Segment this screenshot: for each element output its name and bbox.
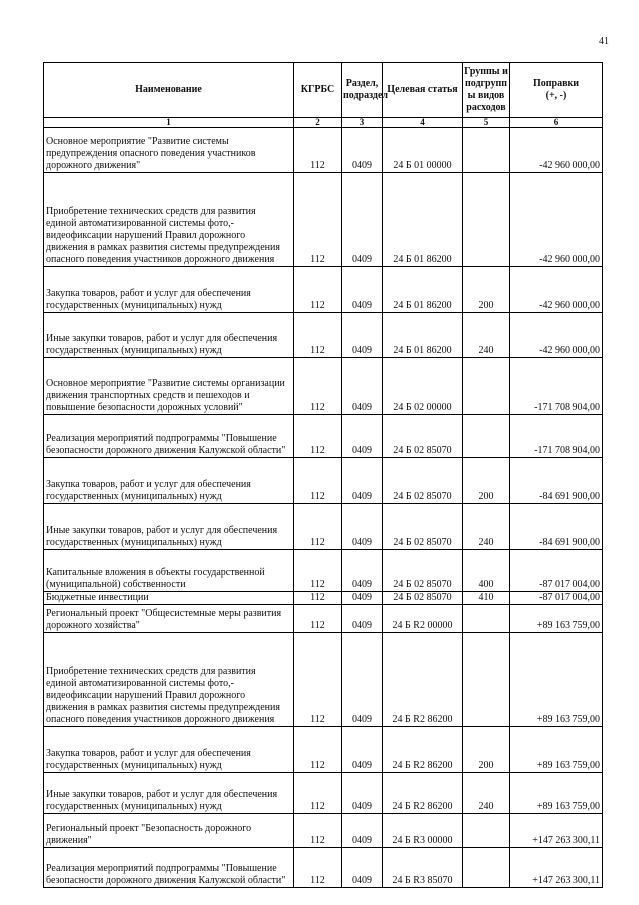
row-name-line: Региональный проект "Безопасность дорожного [46,823,252,834]
header-amendments [510,63,603,118]
row-name-line: Реализация мероприятий подпрограммы "Повышение [46,863,277,874]
row-name-line: Основное мероприятие "Развитие системы организации [46,378,285,389]
row-group [463,848,510,888]
header-groups [463,63,510,118]
row-name [44,550,294,592]
row-target: 24 Б R2 86200 [383,633,463,727]
row-section: 0409 [342,633,383,727]
row-section: 0409 [342,550,383,592]
row-name [44,773,294,814]
row-amount: -171 708 904,00 [510,415,603,458]
table-row [44,458,603,504]
row-name-line: Реализация мероприятий подпрограммы "Повышение [46,433,277,444]
row-target: 24 Б R2 86200 [383,727,463,773]
row-group: 410 [463,592,510,605]
row-name-line: государственных (муниципальных) нужд [46,537,222,548]
header-groups-line: Группы и [464,66,508,77]
row-section: 0409 [342,267,383,313]
row-kgrbs: 112 [294,504,342,550]
header-kgrbs: КГРБС [294,63,342,118]
row-name-line: дорожного хозяйства" [46,620,140,631]
row-target: 24 Б 01 86200 [383,267,463,313]
row-group: 240 [463,313,510,358]
row-name-line: видеофиксации нарушений Правил дорожного [46,690,246,701]
row-amount: -171 708 904,00 [510,358,603,415]
row-name-line: (муниципальной) собственности [46,579,186,590]
row-group [463,415,510,458]
row-name-line: предупреждения опасного поведения участников [46,148,256,159]
row-name-line: Бюджетные инвестиции [46,592,149,603]
header-groups-line: ы видов [467,90,505,101]
row-target: 24 Б 01 86200 [383,173,463,267]
row-group [463,814,510,848]
row-target: 24 Б R2 86200 [383,773,463,814]
header-target: Целевая статья [383,63,463,118]
row-kgrbs: 112 [294,633,342,727]
row-name-line: движения в рамках развития системы предупреждения [46,242,280,253]
row-name-line: Основное мероприятие "Развитие системы [46,136,229,147]
row-section: 0409 [342,415,383,458]
row-name-line: единой автоматизированной системы фото,- [46,218,234,229]
row-section: 0409 [342,358,383,415]
row-kgrbs: 112 [294,415,342,458]
table-row [44,592,603,605]
table-row [44,128,603,173]
table-row [44,504,603,550]
row-name [44,605,294,633]
table-row [44,773,603,814]
row-section: 0409 [342,128,383,173]
row-name-line: Приобретение технических средств для развития [46,666,256,677]
row-name-line: Закупка товаров, работ и услуг для обеспечения [46,479,251,490]
row-name [44,504,294,550]
row-group [463,633,510,727]
row-target: 24 Б 02 00000 [383,358,463,415]
row-kgrbs: 112 [294,605,342,633]
row-section: 0409 [342,727,383,773]
row-amount: -42 960 000,00 [510,313,603,358]
row-name-line: Иные закупки товаров, работ и услуг для обеспечения [46,333,278,344]
row-name-line: Приобретение технических средств для развития [46,206,256,217]
row-amount: -84 691 900,00 [510,458,603,504]
row-name-line: видеофиксации нарушений Правил дорожного [46,230,246,241]
row-name-line: Закупка товаров, работ и услуг для обеспечения [46,748,251,759]
row-amount: -42 960 000,00 [510,267,603,313]
table-row [44,848,603,888]
row-group [463,128,510,173]
row-amount: +89 163 759,00 [510,633,603,727]
row-name-line: повышение безопасности дорожных условий" [46,402,243,413]
header-groups-line: расходов [466,102,506,113]
table-row [44,358,603,415]
row-group [463,173,510,267]
table-row [44,267,603,313]
row-kgrbs: 112 [294,550,342,592]
row-amount: -87 017 004,00 [510,550,603,592]
row-name-line: безопасности дорожного движения Калужской области" [46,445,286,456]
row-group: 240 [463,504,510,550]
row-target: 24 Б 02 85070 [383,415,463,458]
column-number: 2 [294,118,342,128]
table-row [44,605,603,633]
row-target: 24 Б 02 85070 [383,592,463,605]
row-section: 0409 [342,848,383,888]
row-kgrbs: 112 [294,814,342,848]
row-section: 0409 [342,458,383,504]
row-name [44,173,294,267]
budget-amendments-table [43,62,603,888]
row-kgrbs: 112 [294,727,342,773]
row-kgrbs: 112 [294,267,342,313]
header-groups-line: подгрупп [464,78,508,89]
row-name-line: Иные закупки товаров, работ и услуг для обеспечения [46,525,278,536]
row-amount: -42 960 000,00 [510,173,603,267]
row-target: 24 Б R3 85070 [383,848,463,888]
row-name [44,848,294,888]
row-name [44,267,294,313]
row-name [44,358,294,415]
column-number: 4 [383,118,463,128]
row-kgrbs: 112 [294,773,342,814]
row-name-line: движения транспортных средств и пешеходов и [46,390,250,401]
column-number-row [44,118,603,128]
row-section: 0409 [342,592,383,605]
row-group: 200 [463,267,510,313]
header-row [44,63,603,118]
row-group: 200 [463,458,510,504]
column-number: 1 [44,118,294,128]
row-target: 24 Б 01 86200 [383,313,463,358]
row-name-line: Иные закупки товаров, работ и услуг для обеспечения [46,789,278,800]
row-group [463,605,510,633]
row-section: 0409 [342,605,383,633]
row-name-line: Капитальные вложения в объекты государственной [46,567,265,578]
row-amount: -84 691 900,00 [510,504,603,550]
row-kgrbs: 112 [294,592,342,605]
row-name-line: движения" [46,835,92,846]
header-amendments-line: (+, -) [545,90,567,101]
row-group: 200 [463,727,510,773]
row-name-line: опасного поведения участников дорожного движения [46,254,275,265]
row-group [463,358,510,415]
page-number: 41 [599,36,609,47]
row-target: 24 Б 02 85070 [383,550,463,592]
row-name-line: государственных (муниципальных) нужд [46,300,222,311]
row-target: 24 Б 01 00000 [383,128,463,173]
row-name-line: государственных (муниципальных) нужд [46,760,222,771]
table-row [44,313,603,358]
row-target: 24 Б R3 00000 [383,814,463,848]
column-number: 6 [510,118,603,128]
row-kgrbs: 112 [294,848,342,888]
table-row [44,550,603,592]
table-row [44,633,603,727]
row-name-line: Закупка товаров, работ и услуг для обеспечения [46,288,251,299]
row-target: 24 Б R2 00000 [383,605,463,633]
table-row [44,814,603,848]
row-amount: +89 163 759,00 [510,605,603,633]
row-name-line: безопасности дорожного движения Калужской области" [46,875,286,886]
row-section: 0409 [342,504,383,550]
row-kgrbs: 112 [294,313,342,358]
row-amount: -42 960 000,00 [510,128,603,173]
row-section: 0409 [342,814,383,848]
row-name-line: государственных (муниципальных) нужд [46,491,222,502]
row-kgrbs: 112 [294,173,342,267]
row-name [44,814,294,848]
column-number: 3 [342,118,383,128]
row-target: 24 Б 02 85070 [383,458,463,504]
row-kgrbs: 112 [294,458,342,504]
row-name-line: опасного поведения участников дорожного движения [46,714,275,725]
row-section: 0409 [342,173,383,267]
row-name-line: дорожного движения" [46,160,141,171]
row-name-line: движения в рамках развития системы предупреждения [46,702,280,713]
table-row [44,415,603,458]
column-number: 5 [463,118,510,128]
row-group: 240 [463,773,510,814]
row-name [44,458,294,504]
row-name-line: Региональный проект "Общесистемные меры развития [46,608,282,619]
row-name-line: государственных (муниципальных) нужд [46,345,222,356]
row-name [44,592,294,605]
row-amount: +89 163 759,00 [510,773,603,814]
row-name-line: единой автоматизированной системы фото,- [46,678,234,689]
row-name [44,633,294,727]
header-section [342,63,389,118]
row-group: 400 [463,550,510,592]
row-amount: -87 017 004,00 [510,592,603,605]
row-name [44,415,294,458]
row-name-line: государственных (муниципальных) нужд [46,801,222,812]
row-amount: +147 263 300,11 [510,848,603,888]
row-section: 0409 [342,773,383,814]
header-section-line: подраздел [343,90,389,101]
row-name [44,313,294,358]
header-name: Наименование [44,63,294,118]
row-kgrbs: 112 [294,128,342,173]
row-amount: +89 163 759,00 [510,727,603,773]
header-section-line: Раздел, [345,78,379,89]
row-target: 24 Б 02 85070 [383,504,463,550]
header-amendments-line: Поправки [532,78,580,89]
row-section: 0409 [342,313,383,358]
row-amount: +147 263 300,11 [510,814,603,848]
table-row [44,173,603,267]
row-kgrbs: 112 [294,358,342,415]
row-name [44,128,294,173]
table-row [44,727,603,773]
row-name [44,727,294,773]
